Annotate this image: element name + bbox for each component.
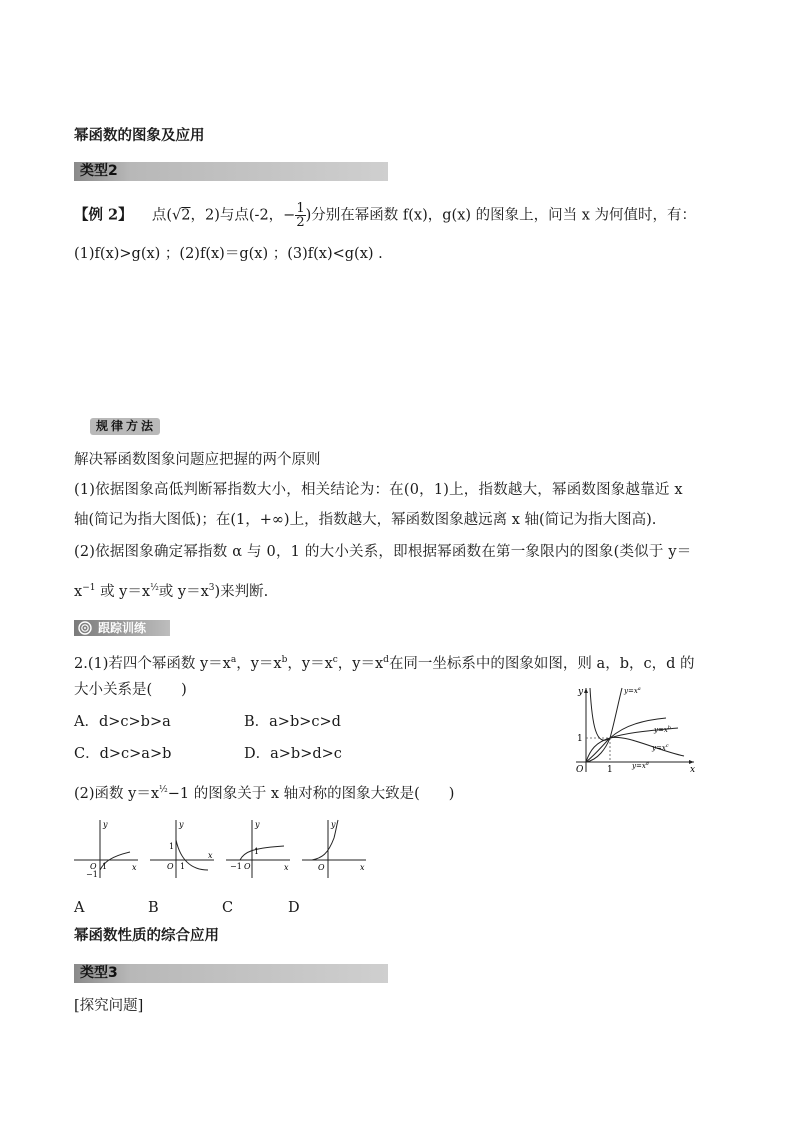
svg-text:1: 1 — [180, 862, 186, 871]
track-training-banner — [74, 620, 170, 636]
svg-text:−1: −1 — [86, 870, 98, 879]
q2-label-c[interactable]: C — [222, 900, 234, 916]
q2-label-d[interactable]: D — [288, 900, 300, 916]
method-p1-line1: (1)依据图象高低判断幂指数大小，相关结论为：在(0，1)上，指数越大，幂函数图象越靠近 x — [74, 482, 683, 498]
type-3-banner — [74, 964, 388, 983]
method-badge — [90, 418, 160, 435]
explore-heading: [探究问题] — [74, 998, 144, 1014]
method-p2-line2 — [74, 578, 268, 602]
p2-exp-3: 3 — [208, 583, 215, 593]
example-text-3: )分别在幂函数 f(x)，g(x) 的图象上，问当 x 为何值时，有： — [305, 207, 697, 224]
method-badge-label: 规律方法 — [96, 419, 157, 433]
q1-t-e: 在同一坐标系中的图象如图，则 a，b，c，d 的 — [388, 656, 695, 672]
section-title-1: 幂函数的图象及应用 — [74, 127, 205, 144]
svg-text:x: x — [360, 863, 365, 872]
q2-t-b: −1 的图象关于 x 轴对称的图象大致是( ) — [167, 786, 455, 802]
svg-text:O: O — [167, 862, 174, 871]
frac-num: 1 — [296, 201, 305, 216]
example-label: 【例 2】 — [74, 206, 133, 224]
q2-stem — [74, 780, 454, 804]
svg-text:1: 1 — [102, 862, 108, 871]
svg-text:−1: −1 — [230, 862, 242, 871]
graph-x-label: x — [690, 765, 696, 775]
track-training-label: 跟踪训练 — [98, 621, 147, 635]
example-2-stem — [74, 202, 696, 229]
q1-t-a: 2.(1)若四个幂函数 y＝x — [74, 656, 231, 672]
svg-text:y: y — [179, 820, 184, 829]
graph-c — [226, 820, 290, 878]
q1-exp-a: a — [230, 655, 237, 665]
target-icon — [78, 621, 92, 635]
graph-y-arrow — [584, 688, 588, 693]
q2-label-b[interactable]: B — [148, 900, 159, 916]
method-p2-line1: (2)依据图象确定幂指数 α 与 0，1 的大小关系，即根据幂函数在第一象限内的图象(类似于 y＝ — [74, 544, 692, 560]
label-x-b: $y=x^b$ — [654, 725, 671, 734]
example-text-1: 点( — [151, 207, 173, 224]
graph-y-label: y — [578, 687, 584, 697]
q1-t-b: ，y＝x — [236, 656, 282, 672]
q2-t-a: (2)函数 y＝x — [74, 786, 160, 802]
svg-text:y: y — [103, 820, 108, 829]
q2-label-a[interactable]: A — [74, 900, 85, 916]
q1-t-c: ，y＝x — [287, 656, 333, 672]
method-p1-line2: 轴(简记为指大图低)；在(1，+∞)上，指数越大，幂函数图象越远离 x 轴(简记为指大图高). — [74, 512, 657, 528]
label-x-a: $y=x^a$ — [624, 686, 641, 695]
svg-text:1: 1 — [169, 842, 175, 851]
q1-t-d: ，y＝x — [337, 656, 384, 672]
p2-mid2: 或 y＝x — [158, 584, 209, 600]
graph-one-y: 1 — [577, 734, 583, 744]
label-x-c: $y=x^c$ — [652, 743, 669, 752]
p2-mid: 或 y＝x — [100, 584, 151, 600]
example-text-2: ，2)与点(-2，− — [190, 207, 296, 224]
svg-text:x: x — [208, 851, 213, 860]
q1-stem-line2: 大小关系是( ) — [74, 682, 187, 698]
q1-exp-d: d — [383, 655, 389, 665]
svg-text:y: y — [255, 820, 260, 829]
graph-d — [302, 820, 366, 878]
sqrt-symbol: √2 — [172, 207, 191, 224]
type-2-banner — [74, 162, 388, 181]
svg-text:1: 1 — [254, 847, 260, 856]
sqrt-arg: 2 — [181, 207, 191, 224]
q2-exp: ½ — [159, 785, 168, 795]
p2-exp-half: ½ — [150, 583, 159, 593]
q1-exp-b: b — [281, 655, 288, 665]
svg-text:y: y — [331, 820, 336, 829]
frac-den: 2 — [296, 215, 305, 230]
p2-exp-neg1: −1 — [82, 583, 96, 593]
fraction-half — [295, 202, 305, 229]
label-x-d: $y=x^d$ — [632, 761, 649, 770]
q2-option-graphs — [72, 818, 372, 882]
svg-text:O: O — [244, 862, 251, 871]
q1-option-c[interactable]: C．d>c>a>b — [74, 746, 172, 762]
svg-text:x: x — [132, 863, 137, 872]
type-2-label: 类型2 — [80, 163, 118, 179]
graph-b — [150, 820, 214, 878]
example-2-parts: (1)f(x)>g(x) ；(2)f(x)＝g(x) ；(3)f(x)<g(x) . — [74, 246, 383, 262]
q1-exp-c: c — [332, 655, 338, 665]
graph-a — [74, 820, 138, 879]
type-3-label: 类型3 — [80, 965, 118, 981]
svg-text:O: O — [318, 863, 325, 872]
power-functions-graph — [566, 684, 700, 776]
method-title: 解决幂函数图象问题应把握的两个原则 — [74, 452, 321, 468]
q1-option-a[interactable]: A．d>c>b>a — [74, 714, 171, 730]
graph-origin-label: O — [576, 765, 584, 775]
curve-x-d — [590, 688, 684, 756]
section-title-2: 幂函数性质的综合应用 — [74, 927, 219, 944]
q1-option-b[interactable]: B．a>b>c>d — [244, 714, 341, 730]
p2-x: x — [74, 584, 83, 600]
graph-one-x: 1 — [607, 765, 613, 775]
svg-text:O: O — [90, 862, 97, 871]
p2-end: )来判断. — [214, 584, 269, 600]
q1-stem-line1 — [74, 650, 694, 674]
graph-x-arrow — [689, 760, 694, 764]
q1-option-d[interactable]: D．a>b>d>c — [244, 746, 342, 762]
svg-text:x: x — [284, 863, 289, 872]
